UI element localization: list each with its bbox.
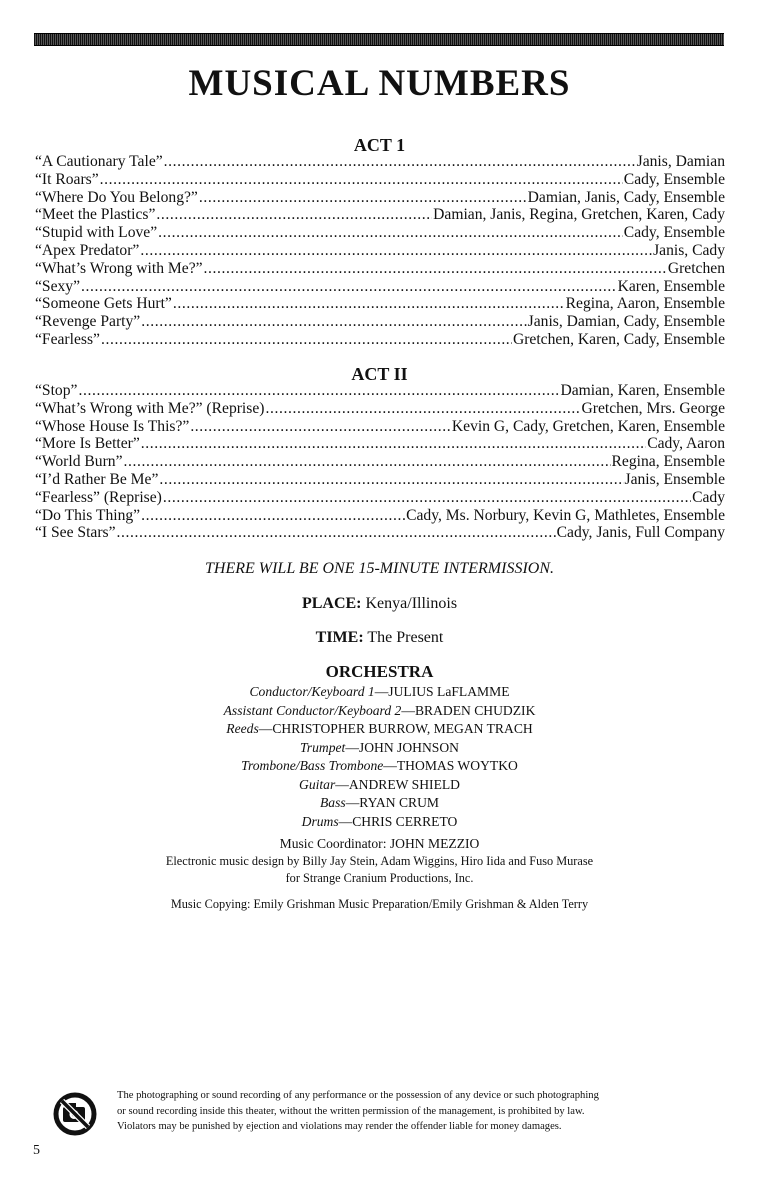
song-row: [35, 453, 725, 471]
song-row: [35, 153, 725, 171]
song-performers: Janis, Damian: [636, 153, 725, 170]
leader-dots: [163, 489, 691, 507]
leader-dots: [141, 507, 405, 525]
song-row: [35, 278, 725, 296]
leader-dots: [190, 418, 451, 436]
song-performers: Gretchen: [667, 259, 725, 277]
song-performers: Cady, Ensemble: [623, 224, 725, 242]
leader-dots: [199, 189, 527, 207]
time-line: [0, 628, 759, 648]
song-performers: Janis, Cady: [653, 241, 725, 259]
song-performers: Janis, Damian, Cady, Ensemble: [527, 313, 725, 331]
time-label: TIME:: [315, 629, 364, 646]
song-row: [35, 507, 725, 525]
leader-dots: [117, 524, 556, 542]
orchestra-role: Assistant Conductor/Keyboard 2: [223, 702, 402, 718]
leader-dots: [265, 400, 580, 418]
time-value: The Present: [367, 629, 444, 646]
song-title: “World Burn”: [35, 453, 123, 471]
no-camera-icon: [53, 1092, 97, 1136]
leader-dots: [173, 295, 565, 313]
orchestra-role: Reeds: [226, 721, 259, 736]
orchestra-member: Drums—CHRIS CERRETO: [301, 813, 458, 829]
song-performers: Gretchen, Karen, Cady, Ensemble: [512, 330, 725, 348]
orchestra-member: Assistant Conductor/Keyboard 2—BRADEN CHUDZIK: [223, 702, 536, 718]
electronic-credit-line-2: for Strange Cranium Productions, Inc.: [285, 871, 474, 885]
orchestra-role: Trumpet: [300, 739, 346, 755]
song-title: “Stop”: [35, 382, 78, 399]
song-performers: Regina, Aaron, Ensemble: [565, 295, 725, 313]
act-2-heading: ACT II: [351, 364, 408, 384]
orchestra-role: Trombone/Bass Trombone: [241, 758, 384, 773]
top-rule: [34, 33, 724, 46]
orchestra-role: Drums: [301, 813, 339, 829]
song-performers: Damian, Janis, Cady, Ensemble: [527, 188, 725, 206]
song-performers: Damian, Karen, Ensemble: [560, 382, 725, 399]
song-row: [35, 313, 725, 331]
orchestra-name: JULIUS LaFLAMME: [388, 684, 510, 699]
orchestra-member: Guitar—ANDREW SHIELD: [299, 776, 460, 792]
song-title: “Where Do You Belong?”: [35, 188, 198, 206]
leader-dots: [140, 242, 652, 260]
song-row: [35, 524, 725, 542]
act-1-heading: ACT 1: [353, 135, 406, 155]
song-performers: Cady: [692, 488, 725, 506]
song-row: [35, 400, 725, 418]
song-title: “Stupid with Love”: [35, 224, 158, 242]
song-row: [35, 435, 725, 453]
leader-dots: [204, 260, 667, 278]
song-title: “Whose House Is This?”: [35, 417, 190, 435]
electronic-music-credit: [0, 853, 759, 887]
orchestra-role: Conductor/Keyboard 1: [249, 684, 375, 699]
leader-dots: [101, 331, 512, 349]
leader-dots: [100, 171, 623, 189]
orchestra-list: [0, 683, 759, 854]
song-title: “More Is Better”: [35, 435, 140, 453]
recording-notice: [117, 1088, 717, 1135]
leader-dots: [159, 471, 623, 489]
orchestra-name: ANDREW SHIELD: [348, 776, 460, 792]
song-performers: Cady, Ms. Norbury, Kevin G, Mathletes, Ensemble: [406, 506, 725, 524]
song-row: [35, 224, 725, 242]
music-coordinator: Music Coordinator: JOHN MEZZIO: [279, 836, 480, 851]
notice-line-1: The photographing or sound recording of any performance or the possession of any device or such photographing: [117, 1090, 599, 1101]
electronic-credit-line-1: Electronic music design by Billy Jay Stein, Adam Wiggins, Hiro Iida and Fuso Murase: [165, 854, 594, 868]
song-title: “A Cautionary Tale”: [35, 153, 163, 170]
song-title: “It Roars”: [35, 170, 99, 188]
orchestra-member: Reeds—CHRISTOPHER BURROW, MEGAN TRACH: [226, 721, 533, 736]
leader-dots: [124, 453, 611, 471]
song-row: [35, 260, 725, 278]
song-title: “Fearless”: [35, 330, 100, 348]
act-1-song-list: [35, 153, 725, 349]
orchestra-name: BRADEN CHUDZIK: [414, 702, 536, 718]
orchestra-member: Trumpet—JOHN JOHNSON: [300, 739, 459, 755]
song-performers: Kevin G, Cady, Gretchen, Karen, Ensemble: [451, 417, 725, 435]
song-row: [35, 242, 725, 260]
song-row: [35, 331, 725, 349]
song-row: [35, 418, 725, 436]
music-copying-credit: Music Copying: Emily Grishman Music Preparation/Emily Grishman & Alden Terry: [170, 897, 589, 911]
orchestra-role: Bass: [320, 795, 346, 810]
song-performers: Cady, Aaron: [647, 435, 725, 453]
place-label: PLACE:: [301, 595, 362, 612]
leader-dots: [141, 313, 526, 331]
song-title: “Fearless” (Reprise): [35, 488, 162, 506]
song-title: “What’s Wrong with Me?” (Reprise): [35, 399, 265, 417]
song-performers: Gretchen, Mrs. George: [581, 399, 725, 417]
notice-line-3: Violators may be punished by ejection and violations may render the offender liable for money damages.: [117, 1121, 562, 1132]
leader-dots: [158, 224, 623, 242]
place-value: Kenya/Illinois: [365, 595, 458, 612]
song-row: [35, 171, 725, 189]
song-title: “Meet the Plastics”: [35, 206, 156, 224]
song-title: “Revenge Party”: [35, 313, 141, 331]
song-title: “Apex Predator”: [35, 241, 140, 259]
song-title: “I’d Rather Be Me”: [35, 470, 159, 488]
song-row: [35, 189, 725, 207]
orchestra-name: THOMAS WOYTKO: [396, 758, 518, 773]
orchestra-name: JOHN JOHNSON: [358, 739, 459, 755]
song-title: “Do This Thing”: [35, 506, 141, 524]
leader-dots: [81, 278, 617, 296]
page-number: 5: [33, 1143, 40, 1158]
song-performers: Regina, Ensemble: [611, 453, 725, 471]
song-row: [35, 382, 725, 400]
orchestra-member: Conductor/Keyboard 1—JULIUS LaFLAMME: [249, 684, 510, 699]
leader-dots: [156, 206, 432, 224]
orchestra-role: Guitar: [299, 776, 336, 792]
orchestra-member: Bass—RYAN CRUM: [320, 795, 439, 810]
song-row: [35, 206, 725, 224]
song-performers: Karen, Ensemble: [617, 277, 725, 295]
song-row: [35, 471, 725, 489]
page-title: MUSICAL NUMBERS: [188, 63, 571, 104]
leader-dots: [164, 153, 636, 171]
orchestra-heading: ORCHESTRA: [325, 662, 434, 681]
notice-line-2: or sound recording inside this theater, without the written permission of the management, is prohibited by law.: [117, 1105, 585, 1117]
intermission-note: THERE WILL BE ONE 15-MINUTE INTERMISSION.: [204, 560, 555, 577]
song-row: [35, 489, 725, 507]
place-line: [0, 594, 759, 614]
orchestra-name: CHRISTOPHER BURROW, MEGAN TRACH: [272, 721, 533, 736]
song-performers: Cady, Janis, Full Company: [556, 524, 725, 542]
song-performers: Damian, Janis, Regina, Gretchen, Karen, Cady: [433, 206, 725, 224]
song-performers: Cady, Ensemble: [623, 170, 725, 188]
song-performers: Janis, Ensemble: [624, 470, 725, 488]
song-title: “What’s Wrong with Me?”: [35, 259, 203, 277]
song-title: “I See Stars”: [35, 524, 116, 542]
song-title: “Someone Gets Hurt”: [35, 295, 172, 313]
orchestra-member: Trombone/Bass Trombone—THOMAS WOYTKO: [241, 758, 518, 773]
leader-dots: [78, 382, 559, 400]
act-2-song-list: [35, 382, 725, 542]
orchestra-name: RYAN CRUM: [359, 795, 439, 810]
orchestra-name: CHRIS CERRETO: [352, 813, 458, 829]
leader-dots: [141, 435, 646, 453]
song-title: “Sexy”: [35, 277, 81, 295]
song-row: [35, 295, 725, 313]
